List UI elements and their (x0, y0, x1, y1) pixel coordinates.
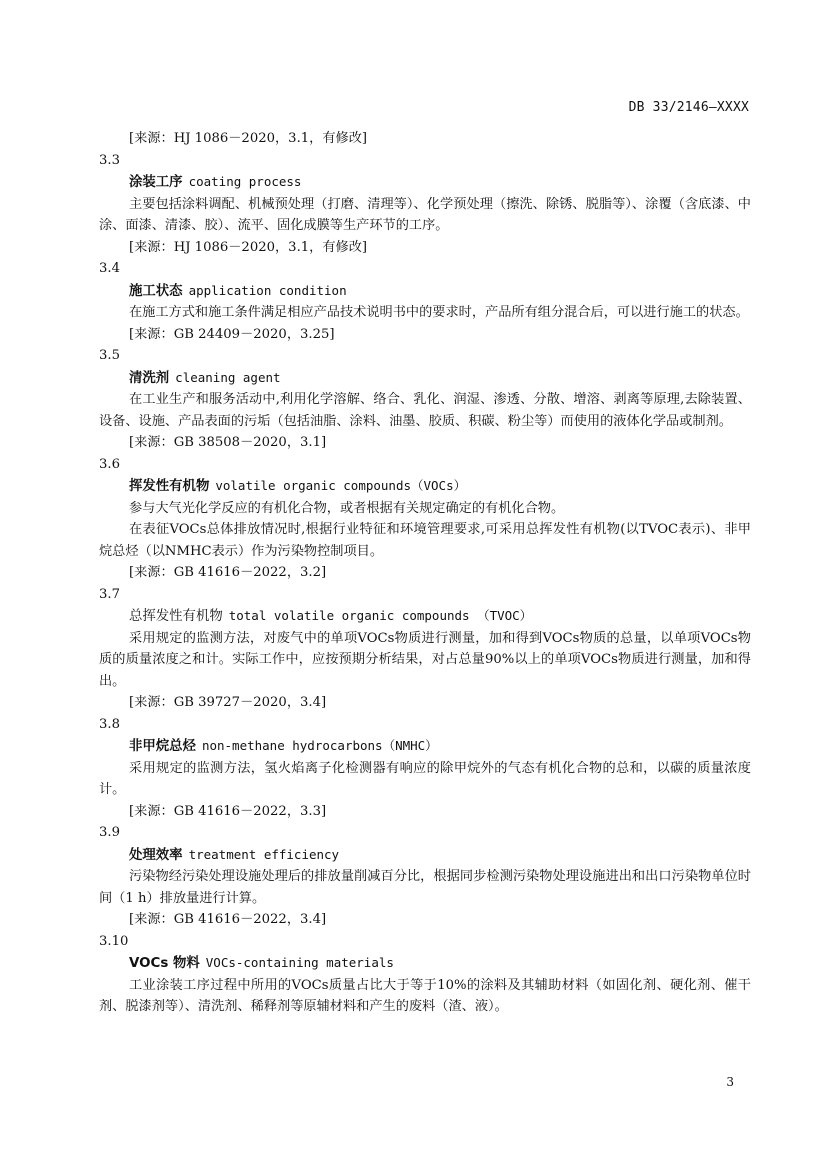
term-section (99, 345, 751, 454)
term-section (99, 584, 751, 714)
term-chinese: 挥发性有机物 (129, 479, 210, 494)
definition-paragraph: 参与大气光化学反应的有机化合物，或者根据有关规定确定的有机化合物。 (129, 500, 565, 516)
section-number: 3.3 (99, 152, 120, 168)
term-english: treatment efficiency (188, 846, 340, 862)
source-reference: [来源：GB 41616－2022，3.3] (129, 803, 327, 819)
term-heading (99, 475, 751, 498)
term-heading (99, 280, 751, 303)
section-number: 3.10 (99, 933, 129, 949)
source-reference: [来源：GB 38508－2020，3.1] (129, 435, 327, 450)
definition-paragraph: 主要包括涂料调配、机械预处理（打磨、清理等）、化学预处理（擦洗、除锈、脱脂等）、涂覆（含底漆、中涂、面漆、清漆、胶）、流平、固化成膜等生产环节的工序。 (99, 196, 751, 233)
term-chinese: 非甲烷总烃 (129, 739, 196, 754)
term-english: total volatile organic compounds （TVOC） (228, 608, 533, 623)
term-english: coating process (188, 174, 302, 189)
term-heading (99, 735, 751, 758)
definition-paragraph: 采用规定的监测方法，对废气中的单项VOCs物质进行测量，加和得到VOCs物质的总量，以单项VOCs物质的质量浓度之和计。实际工作中，应按预期分析结果，对占总量90%以上的单项VOCs物质进行测量，加和得出。 (99, 630, 751, 689)
section-number: 3.4 (99, 261, 120, 276)
source-reference: [来源：GB 24409－2020，3.25] (129, 326, 335, 342)
term-english: non-methane hydrocarbons（NMHC） (201, 738, 438, 753)
term-english: cleaning agent (175, 369, 281, 385)
page-number: 3 (726, 1075, 734, 1089)
term-section (99, 150, 751, 259)
term-english: volatile organic compounds（VOCs） (215, 478, 467, 493)
term-chinese: 涂装工序 (129, 175, 183, 190)
term-heading (99, 952, 751, 975)
term-sections (99, 150, 751, 1018)
term-english: VOCs-containing materials (205, 955, 394, 970)
term-section (99, 931, 751, 1018)
term-section (99, 258, 751, 345)
section-number: 3.8 (99, 716, 120, 732)
term-section (99, 454, 751, 584)
definition-paragraph: 工业涂装工序过程中所用的VOCs质量占比大于等于10%的涂料及其辅助材料（如固化剂、硬化剂、催干剂、脱漆剂等）、清洗剂、稀释剂等原辅材料和产生的废料（渣、液）。 (99, 977, 751, 1014)
document-body (99, 128, 751, 1018)
section-number: 3.7 (99, 586, 120, 602)
term-chinese: VOCs 物料 (129, 956, 200, 971)
term-section (99, 822, 751, 931)
section-number: 3.5 (99, 348, 120, 363)
term-english: application condition (188, 282, 347, 298)
definition-paragraph: 采用规定的监测方法，氢火焰离子化检测器有响应的除甲烷外的气态有机化合物的总和，以碳的质量浓度计。 (99, 760, 751, 797)
definition-paragraph: 污染物经污染处理设施处理后的排放量削减百分比，根据同步检测污染物处理设施进出和出口污染物单位时间（1 h）排放量进行计算。 (99, 869, 751, 906)
term-heading (99, 844, 751, 867)
term-chinese: 处理效率 (129, 847, 183, 863)
source-reference: [来源：HJ 1086－2020，3.1，有修改] (129, 239, 368, 255)
section-number: 3.6 (99, 456, 120, 472)
term-chinese: 施工状态 (129, 283, 183, 299)
term-section (99, 714, 751, 823)
document-code: DB 33/2146—XXXX (628, 100, 749, 115)
term-chinese: 清洗剂 (129, 370, 170, 386)
source-reference: [来源：GB 41616－2022，3.2] (129, 565, 327, 580)
term-chinese: 总挥发性有机物 (129, 609, 223, 624)
top-source: [来源：HJ 1086－2020，3.1，有修改] (129, 131, 368, 146)
definition-paragraph: 在表征VOCs总体排放情况时,根据行业特征和环境管理要求,可采用总挥发性有机物(以TVOC表示)、非甲烷总烃（以NMHC表示）作为污染物控制项目。 (99, 522, 751, 559)
source-reference: [来源：GB 39727－2020，3.4] (129, 695, 327, 710)
term-heading (99, 605, 751, 628)
definition-paragraph: 在施工方式和施工条件满足相应产品技术说明书中的要求时，产品所有组分混合后，可以进行施工的状态。 (129, 305, 749, 320)
definition-paragraph: 在工业生产和服务活动中,利用化学溶解、络合、乳化、润湿、渗透、分散、增溶、剥离等原理,去除装置、设备、设施、产品表面的污垢（包括油脂、涂料、油墨、胶质、积碳、粉尘等）而使用的液体化学品或制剂。 (99, 392, 751, 429)
source-reference: [来源：GB 41616－2022，3.4] (129, 912, 327, 927)
term-heading (99, 171, 751, 194)
section-number: 3.9 (99, 825, 120, 840)
term-heading (99, 367, 751, 390)
